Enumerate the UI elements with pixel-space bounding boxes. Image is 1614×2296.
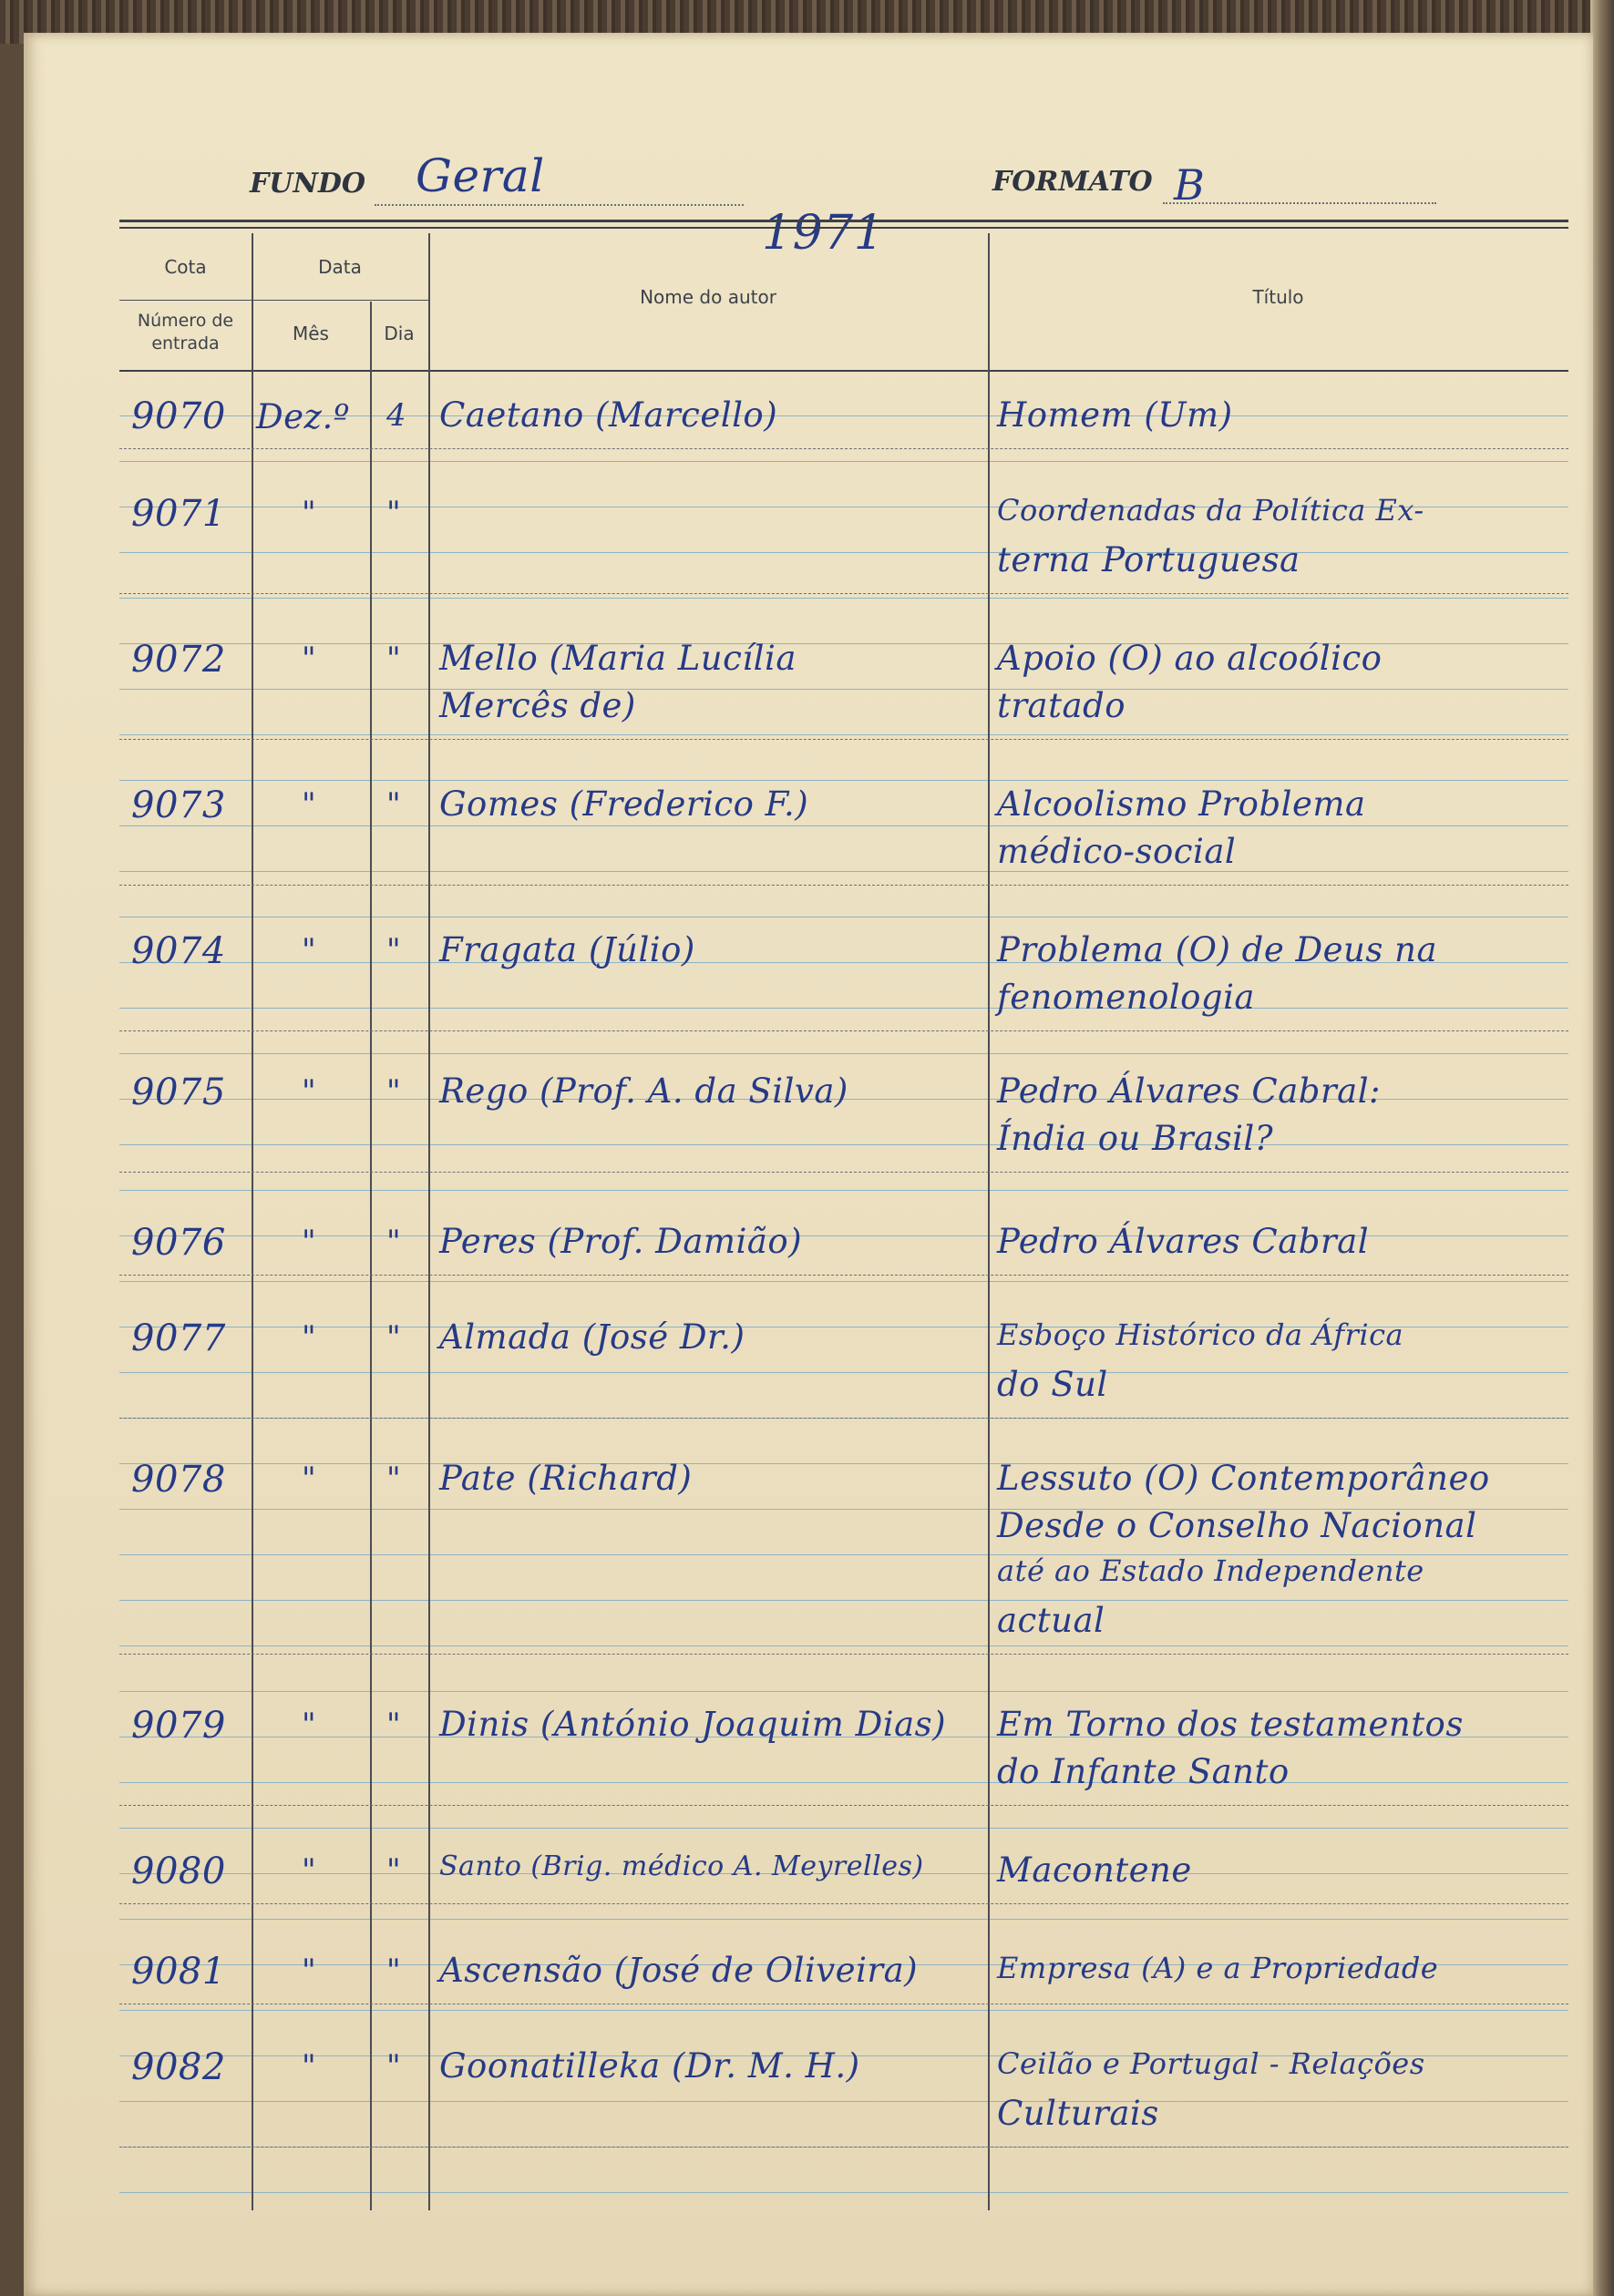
entry-titulo: Coordenadas da Política Ex- <box>997 493 1424 528</box>
col-entrada: entrada <box>151 333 220 354</box>
entry-mes: " <box>302 1073 317 1110</box>
entry-mes: " <box>302 1319 317 1356</box>
row-separator <box>119 1275 1568 1276</box>
entry-titulo: Pedro Álvares Cabral <box>997 1222 1370 1261</box>
col-titulo: Título <box>1252 286 1304 308</box>
book-binding-edge <box>1590 0 1614 2296</box>
row-separator <box>119 1805 1568 1806</box>
col-autor: Nome do autor <box>640 286 776 308</box>
entry-titulo: tratado <box>997 686 1126 725</box>
entry-titulo: Em Torno dos testamentos <box>997 1705 1464 1744</box>
row-separator <box>119 593 1568 594</box>
row-separator <box>119 885 1568 886</box>
entry-titulo: Pedro Álvares Cabral: <box>997 1071 1381 1111</box>
entry-titulo: Problema (O) de Deus na <box>997 930 1438 969</box>
entry-autor: Caetano (Marcello) <box>439 395 778 435</box>
entry-titulo: Desde o Conselho Nacional <box>997 1506 1477 1545</box>
row-separator <box>119 448 1568 449</box>
entry-cota: 9079 <box>131 1705 226 1747</box>
entry-mes: " <box>302 1461 317 1497</box>
entry-cota: 9075 <box>131 1071 226 1113</box>
entry-titulo: médico-social <box>997 832 1237 871</box>
entry-cota: 9081 <box>131 1951 226 1993</box>
entry-titulo: Empresa (A) e a Propriedade <box>997 1951 1439 1985</box>
entry-dia: " <box>386 1224 402 1260</box>
entry-mes: " <box>302 1224 317 1260</box>
entry-mes: " <box>302 641 317 677</box>
header-rule <box>119 220 1568 222</box>
entry-titulo: actual <box>997 1601 1105 1640</box>
entry-mes: " <box>302 786 317 823</box>
entry-titulo: até ao Estado Independente <box>997 1553 1424 1588</box>
col-cota: Cota <box>164 256 207 278</box>
entry-mes: " <box>302 932 317 969</box>
col-mes: Mês <box>293 323 329 344</box>
divider-mes <box>370 302 372 2210</box>
entry-autor: Peres (Prof. Damião) <box>439 1222 803 1261</box>
entry-cota: 9080 <box>131 1850 226 1892</box>
entry-titulo: Índia ou Brasil? <box>997 1119 1274 1158</box>
entry-autor: Ascensão (José de Oliveira) <box>439 1951 919 1990</box>
entry-autor: Pate (Richard) <box>439 1459 693 1498</box>
entry-cota: 9073 <box>131 784 226 826</box>
col-data: Data <box>318 256 362 278</box>
entry-dia: 4 <box>386 397 407 434</box>
entry-titulo: do Infante Santo <box>997 1752 1290 1791</box>
row-separator <box>119 1172 1568 1173</box>
entry-titulo: fenomenologia <box>997 978 1255 1017</box>
entry-autor: Mercês de) <box>439 686 636 725</box>
entry-titulo: Ceilão e Portugal - Relações <box>997 2046 1425 2081</box>
year: 1971 <box>762 206 885 261</box>
entry-cota: 9070 <box>131 395 226 437</box>
entry-titulo: Macontene <box>997 1850 1192 1890</box>
entry-dia: " <box>386 641 402 677</box>
entry-mes: Dez.º <box>256 397 350 436</box>
fundo-line <box>375 204 744 206</box>
column-header-bottom <box>119 370 1568 372</box>
entry-dia: " <box>386 786 402 823</box>
entry-titulo: Culturais <box>997 2094 1159 2133</box>
entry-dia: " <box>386 932 402 969</box>
entry-cota: 9072 <box>131 639 226 681</box>
row-separator <box>119 739 1568 740</box>
row-separator <box>119 1903 1568 1904</box>
row-separator <box>119 1418 1568 1419</box>
entry-cota: 9074 <box>131 930 226 972</box>
entry-autor: Dinis (António Joaquim Dias) <box>439 1705 947 1744</box>
fundo-label: FUNDO <box>250 168 366 200</box>
entry-titulo: Esboço Histórico da África <box>997 1317 1404 1352</box>
entry-cota: 9078 <box>131 1459 226 1501</box>
divider-dia <box>428 233 430 2210</box>
entry-titulo: terna Portuguesa <box>997 540 1300 579</box>
col-numero-de: Número de <box>137 311 234 331</box>
divider-cota <box>252 233 253 2210</box>
divider-autor <box>988 233 990 2210</box>
row-separator <box>119 1654 1568 1655</box>
entry-dia: " <box>386 1953 402 1989</box>
entry-mes: " <box>302 495 317 531</box>
entry-dia: " <box>386 1461 402 1497</box>
ledger-page <box>24 33 1593 2296</box>
entry-cota: 9076 <box>131 1222 226 1264</box>
entry-mes: " <box>302 1852 317 1889</box>
entry-autor: Goonatilleka (Dr. M. H.) <box>439 2046 860 2086</box>
entry-mes: " <box>302 1707 317 1743</box>
data-subdivider <box>252 300 428 301</box>
entry-titulo: do Sul <box>997 1365 1108 1404</box>
entry-titulo: Lessuto (O) Contemporâneo <box>997 1459 1490 1498</box>
entry-mes: " <box>302 2048 317 2085</box>
entry-autor: Fragata (Júlio) <box>439 930 695 969</box>
entry-autor: Mello (Maria Lucília <box>439 639 797 678</box>
row-separator <box>119 1030 1568 1031</box>
entry-dia: " <box>386 1707 402 1743</box>
entry-titulo: Homem (Um) <box>997 395 1233 435</box>
formato-value: B <box>1174 160 1206 210</box>
entry-dia: " <box>386 495 402 531</box>
entry-dia: " <box>386 1852 402 1889</box>
header-rule-2 <box>119 227 1568 229</box>
entry-cota: 9082 <box>131 2046 226 2088</box>
entry-cota: 9077 <box>131 1317 226 1359</box>
entry-dia: " <box>386 2048 402 2085</box>
entry-titulo: Apoio (O) ao alcoólico <box>997 639 1383 678</box>
entry-autor: Rego (Prof. A. da Silva) <box>439 1071 848 1111</box>
entry-mes: " <box>302 1953 317 1989</box>
entry-autor: Almada (José Dr.) <box>439 1317 745 1357</box>
entry-autor: Santo (Brig. médico A. Meyrelles) <box>439 1850 924 1882</box>
entry-cota: 9071 <box>131 493 226 535</box>
entry-dia: " <box>386 1319 402 1356</box>
entry-titulo: Alcoolismo Problema <box>997 784 1366 824</box>
fundo-value: Geral <box>416 149 545 202</box>
col-dia: Dia <box>384 323 415 344</box>
entry-dia: " <box>386 1073 402 1110</box>
formato-label: FORMATO <box>992 166 1153 198</box>
cota-subdivider <box>119 300 252 301</box>
entry-autor: Gomes (Frederico F.) <box>439 784 809 824</box>
